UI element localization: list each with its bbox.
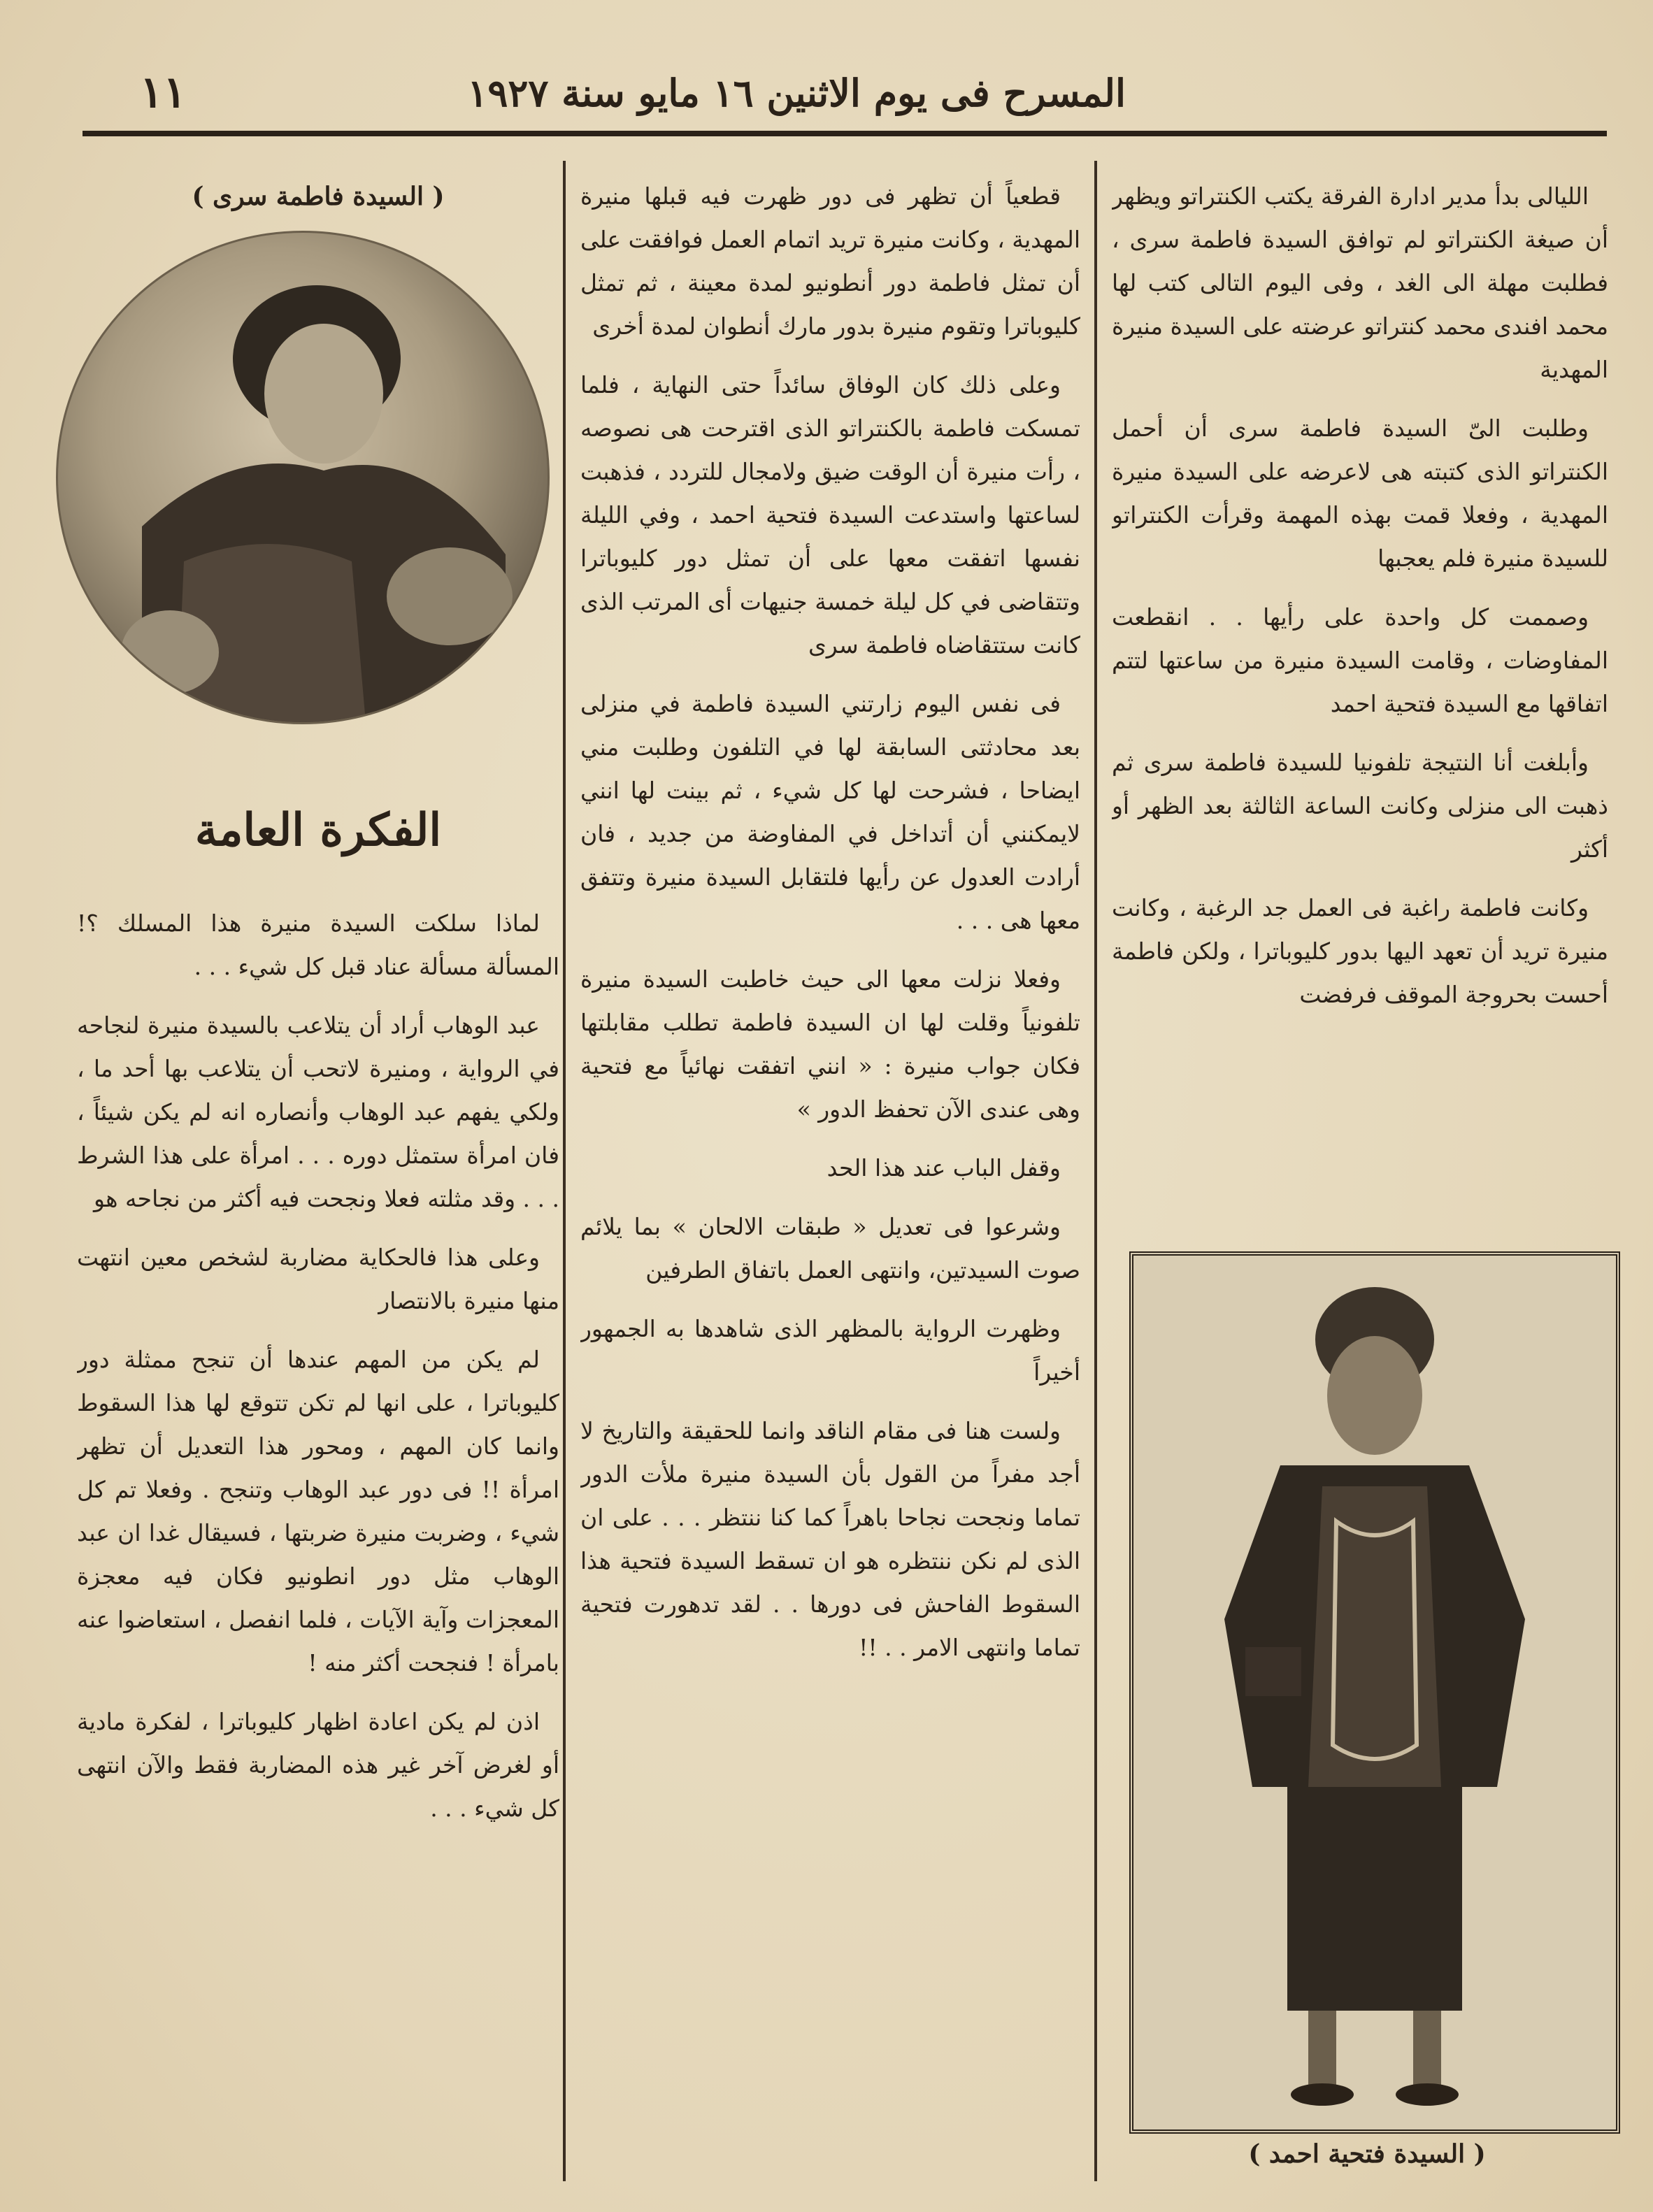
paragraph: عبد الوهاب أراد أن يتلاعب بالسيدة منيرة لنجاحه في الرواية ، ومنيرة لاتحب أن يتلاعب بها أحد ما ، ولكي يفهم عبد الوهاب وأنصاره انه لم يكن شيئاً ، فان امرأة ستمثل دوره . . . امرأة على هذا الشرط . . . وقد مثلته فعلا ونجحت فيه أكثر من نجاحه هو bbox=[77, 1012, 559, 1212]
photo-caption-left: ( السيدة فاطمة سرى ) bbox=[192, 182, 445, 211]
paragraph: وكانت فاطمة راغبة فى العمل جد الرغبة ، وكانت منيرة تريد أن تعهد اليها بدور كليوباترا ، ولكن فاطمة أحست بحروجة الموقف فرفضت bbox=[1112, 894, 1608, 1008]
portrait-photo-standing-image bbox=[1133, 1256, 1616, 2130]
paragraph: فى نفس اليوم زارتني السيدة فاطمة في منزلى بعد محادثتى السابقة لها في التلفون وطلبت مني ايضاحا ، فشرحت لها كل شيء ، ثم بينت لها انني لايمكنني أن أتداخل في المفاوضة من جديد ، فان أرادت العدول عن رأيها فلتقابل السيدة منيرة وتتفق معها هى . . . bbox=[580, 690, 1080, 934]
column-right bbox=[1112, 175, 1608, 1244]
header-rule bbox=[83, 131, 1607, 136]
paragraph: لم يكن من المهم عندها أن تنجح ممثلة دور كليوباترا ، على انها لم تكن تتوقع لها هذا السقوط وانما كان المهم ، ومحور هذا التعديل أن تظهر امرأة !! فى دور عبد الوهاب وتنجح . وفعلا تم كل شيء ، وضربت منيرة ضربتها ، فسيقال غدا ان عبد الوهاب مثل دور انطونيو فكان فيه معجزة المعجزات وآية الآيات ، فلما انفصل ، استعاضوا عنه بامرأة ! فنجحت أكثر منه ! bbox=[77, 1346, 559, 1676]
paragraph: وطلبت الىّ السيدة فاطمة سرى أن أحمل الكنتراتو الذى كتبته هى لاعرضه على السيدة منيرة المهدية ، وفعلا قمت بهذه المهمة وقرأت الكنتراتو للسيدة منيرة فلم يعجبها bbox=[1112, 415, 1608, 572]
paragraph: وقفل الباب عند هذا الحد bbox=[826, 1154, 1061, 1182]
paragraph: لماذا سلكت السيدة منيرة هذا المسلك ؟! المسألة مسألة عناد قبل كل شيء . . . bbox=[77, 910, 559, 980]
column-divider-right bbox=[1094, 161, 1097, 2181]
paragraph: الليالى بدأ مدير ادارة الفرقة يكتب الكنتراتو ويظهر أن صيغة الكنتراتو لم توافق السيدة فاطمة سرى ، فطلبت مهلة الى الغد ، وفى اليوم التالى كتب لها محمد افندى محمد كنتراتو عرضته على السيدة منيرة المهدية bbox=[1112, 182, 1608, 383]
paragraph: وأبلغت أنا النتيجة تلفونيا للسيدة فاطمة سرى ثم ذهبت الى منزلى وكانت الساعة الثالثة بعد الظهر أو أكثر bbox=[1112, 749, 1608, 863]
column-middle bbox=[580, 175, 1080, 2188]
portrait-photo-circle bbox=[56, 231, 550, 724]
paragraph: وشرعوا فى تعديل « طبقات الالحان » بما يلائم صوت السيدتين، وانتهى العمل باتفاق الطرفين bbox=[580, 1213, 1080, 1284]
paragraph: وصممت كل واحدة على رأيها . . انقطعت المفاوضات ، وقامت السيدة منيرة من ساعتها لتتم اتفاقها مع السيدة فتحية احمد bbox=[1112, 603, 1608, 717]
column-divider-left bbox=[563, 161, 566, 2181]
paragraph: ولست هنا فى مقام الناقد وانما للحقيقة والتاريخ لا أجد مفراً من القول بأن السيدة منيرة ملأت الدور تماما ونجحت نجاحا باهراً كما كنا ننتظر . . . على ان الذى لم نكن ننتظره هو ان تسقط السيدة فتحية هذا السقوط الفاحش فى دورها . . لقد تدهورت فتحية تماما وانتهى الامر . . !! bbox=[580, 1417, 1080, 1661]
paragraph: وظهرت الرواية بالمظهر الذى شاهدها به الجمهور أخيراً bbox=[580, 1315, 1080, 1386]
paragraph: قطعياً أن تظهر فى دور ظهرت فيه قبلها منيرة المهدية ، وكانت منيرة تريد اتمام العمل فوافقت على أن تمثل فاطمة دور أنطونيو لمدة معينة ، ثم تمثل كليوباترا وتقوم منيرة بدور مارك أنطوان لمدة أخرى bbox=[580, 182, 1080, 340]
page-number: ١١ bbox=[140, 66, 187, 117]
portrait-photo-circle-image bbox=[58, 233, 548, 722]
paragraph: وعلى ذلك كان الوفاق سائداً حتى النهاية ، فلما تمسكت فاطمة بالكنتراتو الذى اقترحت هى نصوصه ، رأت منيرة أن الوقت ضيق ولامجال للتردد ، فذهبت لساعتها واستدعت السيدة فتحية احمد ، وفي الليلة نفسها اتفقت معها على أن تمثل دور كليوباترا وتتقاضى في كل ليلة خمسة جنيهات أى المرتب الذى كانت ستتقاضاه فاطمة سرى bbox=[580, 371, 1080, 659]
column-left bbox=[77, 902, 559, 2195]
section-title: الفكرة العامة bbox=[194, 804, 442, 856]
portrait-photo-standing bbox=[1129, 1251, 1620, 2134]
paragraph: وفعلا نزلت معها الى حيث خاطبت السيدة منيرة تلفونياً وقلت لها ان السيدة فاطمة تطلب مقابلتها فكان جواب منيرة : « انني اتفقت نهائياً مع فتحية وهى عندى الآن تحفظ الدور » bbox=[580, 965, 1080, 1123]
photo-caption-right: ( السيدة فتحية احمد ) bbox=[1248, 2139, 1486, 2169]
header-title: المسرح فى يوم الاثنين ١٦ مايو سنة ١٩٢٧ bbox=[467, 71, 1126, 115]
paragraph: اذن لم يكن اعادة اظهار كليوباترا ، لفكرة مادية أو لغرض آخر غير هذه المضاربة فقط والآن انتهى كل شيء . . . bbox=[77, 1708, 559, 1822]
page-header bbox=[77, 66, 1608, 129]
paragraph: وعلى هذا فالحكاية مضاربة لشخص معين انتهت منها منيرة بالانتصار bbox=[77, 1244, 559, 1314]
